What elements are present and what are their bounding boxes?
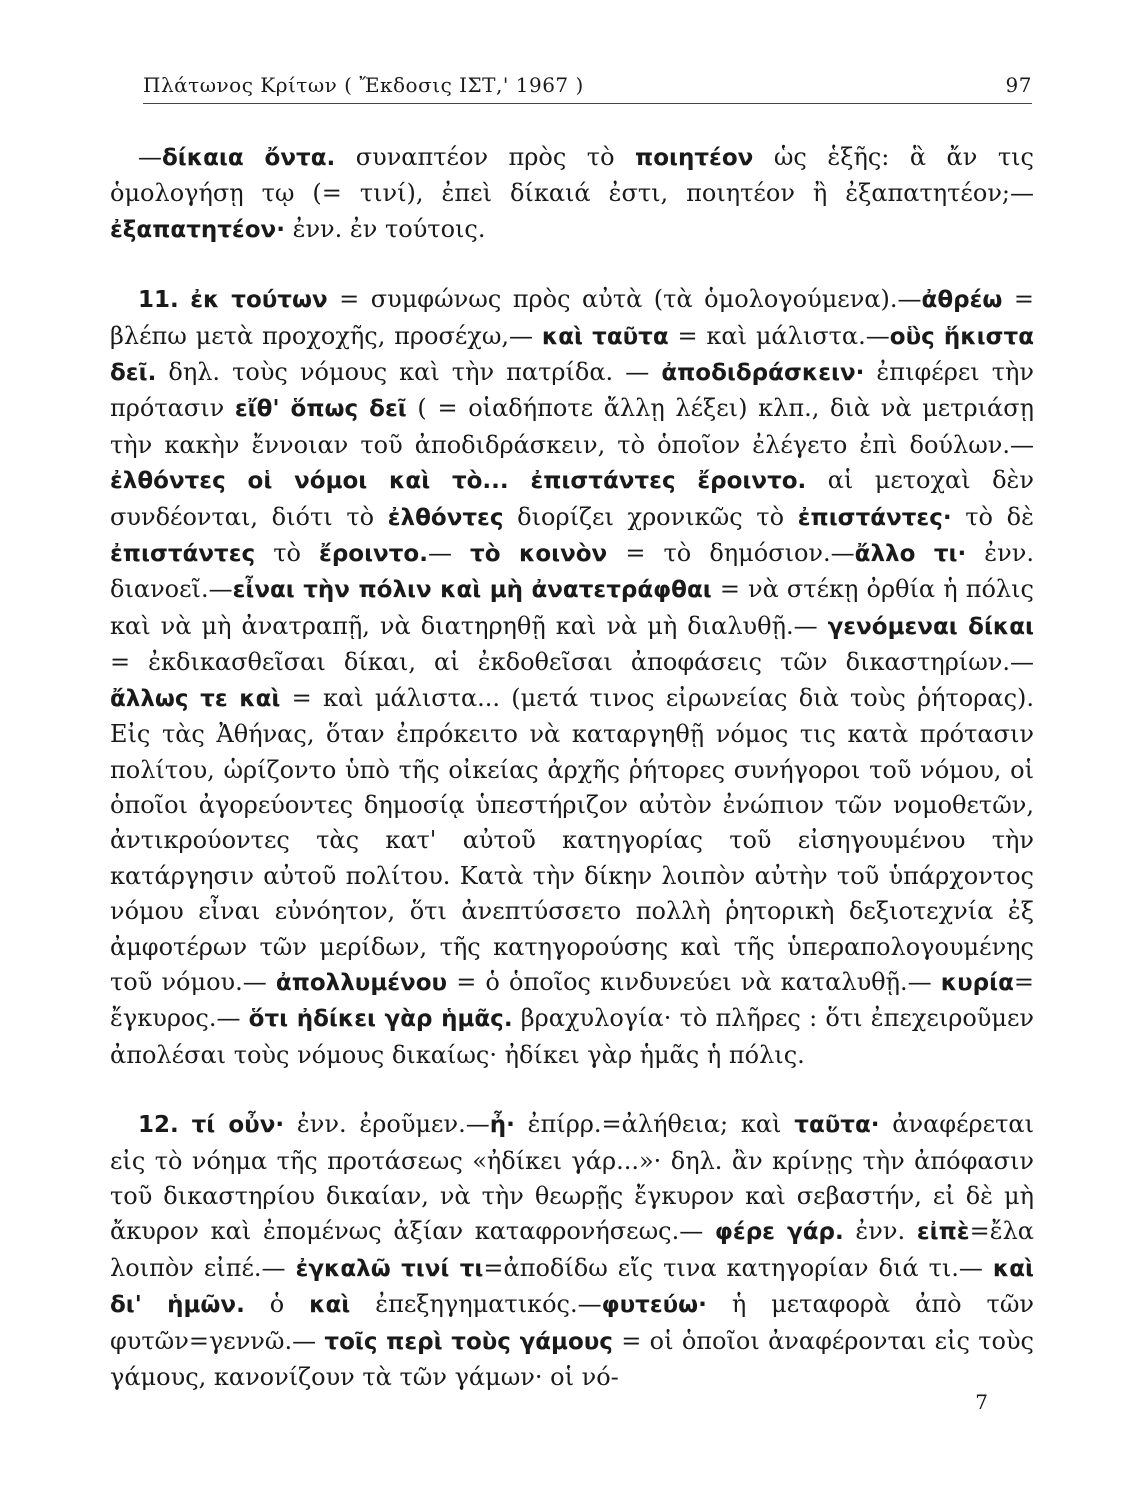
commentary-text: ὡς ἑξῆς: ἃ ἄν τις ὁμολογήσῃ τῳ (= τινί), ἐπεὶ δίκαιά ἐστι, ποιητέον ἢ ἐξαπατητέον;— [110,143,1034,208]
commentary-text: = ἔγκυρος.— [110,967,1034,1033]
commentary-text: ἐνν. διανοεῖ.— [110,539,1034,604]
lemma: καὶ δι' ἡμῶν. [110,1255,1034,1319]
commentary-text: = συμφώνως πρὸς αὐτὰ (τὰ ὁμολογούμενα).— [327,285,922,314]
lemma: εἰπὲ [916,1219,970,1246]
commentary-text: =ἀποδίδω εἴς τινα κατηγορίαν διά τι.— [483,1253,993,1282]
lemma: ἐπιστάντες· [797,504,952,531]
lemma: τὸ κοινὸν [470,541,608,568]
lemma: ὅτι ἠδίκει γὰρ ἡμᾶς. [248,1006,513,1033]
commentary-text: τὸ [255,539,320,568]
signature-mark: 7 [975,1390,988,1414]
paragraph-11 [110,282,1034,1073]
commentary-text: = καὶ μάλιστα.— [668,321,890,350]
commentary-text: — [427,539,471,568]
paragraph-1 [110,140,1034,248]
lemma: ἔροιντο. [319,541,428,568]
commentary-text: τὸ δὲ [951,502,1034,531]
commentary-text: διορίζει χρονικῶς τὸ [503,502,798,531]
commentary-text: ἐνν. [843,1217,917,1246]
lemma: ἄλλο τι· [854,541,967,568]
commentary-text: = καὶ μάλιστα... (μετά τινος εἰρωνείας διὰ τοὺς ῥήτορας). Εἰς τὰς Ἀθήνας, ὅταν ἐπρόκειτο νὰ καταργηθῇ νόμος τις κατὰ πρότασιν πολίτου, ὡρίζοντο ὑπὸ τῆς οἰκείας ἀρχῆς ῥήτορες συνήγοροι τοῦ νόμου, οἱ ὁποῖοι ἀγορεύοντες δημοσίᾳ ὑπεστήριζον αὐτὸν ἐνώπιον τῶν νομοθετῶν, ἀντικρούοντες τὰς κατ' αὐτοῦ κατηγορίας τοῦ εἰσηγουμένου τὴν κατάργησιν αὐτοῦ πολίτου. Κατὰ τὴν δίκην λοιπὸν αὐτὴν τοῦ ὑπάρχοντος νόμου εἶναι εὐνόητον, ὅτι ἀνεπτύσσετο πολλὴ ῥητορικὴ δεξιοτεχνία ἐξ ἀμφοτέρων τῶν μερίδων, τῆς κατηγορούσης καὶ τῆς ὑπεραπολογουμένης τοῦ νόμου.— [110,683,1034,996]
lemma: καὶ [309,1292,351,1319]
lemma: ἦ· [489,1112,515,1139]
section-number: 11. [138,287,179,314]
lemma: ἀθρέω [921,287,1003,314]
commentary-text [179,1110,192,1138]
commentary-body [110,140,1034,1395]
commentary-text: ἐπεξηγηματικός.— [350,1290,602,1319]
lemma: καὶ ταῦτα [541,323,669,350]
lemma: γενόμεναι δίκαι [827,613,1035,640]
lemma: εἶναι τὴν πόλιν καὶ μὴ ἀνατετράφθαι [232,577,712,604]
lemma: ἐξαπατητέον· [110,216,285,243]
commentary-text: ἐνν. ἐν τούτοις. [284,214,486,243]
lemma: οὓς ἥκιστα δεῖ. [110,323,1034,387]
running-header [143,72,1032,98]
running-title: Πλάτωνος Κρίτων ( Ἔκδοσις ΙΣΤ,' 1967 ) [143,73,584,97]
lemma: δίκαια ὄντα. [162,145,336,171]
lemma: εἴθ' ὅπως δεῖ [234,396,407,423]
lemma: ποιητέον [635,145,754,171]
commentary-text: δηλ. τοὺς νόμους καὶ τὴν πατρίδα. — [156,358,662,387]
commentary-text: ἡ μεταφορὰ ἀπὸ τῶν φυτῶν=γεννῶ.— [110,1290,1034,1355]
lemma: φυτεύω· [601,1292,707,1319]
lemma: ἀποδιδράσκειν· [661,360,865,387]
lemma: κυρία [940,969,1014,996]
lemma: τί οὖν· [191,1112,285,1139]
commentary-text: = τὸ δημόσιον.— [607,539,855,568]
commentary-text: βραχυλογία· τὸ πλῆρες : ὅτι ἐπεχειροῦμεν ἀπολέσαι τοὺς νόμους δικαίως· ἠδίκει γὰρ ἡμᾶς ἡ πόλις. [110,1004,1035,1069]
commentary-text [179,285,191,313]
lemma: ἐλθόντες [387,504,504,531]
lemma: ἐλθόντες οἱ νόμοι καὶ τὸ... ἐπιστάντες ἔροιντο. [110,468,807,495]
header-rule [143,103,1032,104]
page-number: 97 [1005,73,1032,97]
lemma: τοῖς περὶ τοὺς γάμους [324,1328,613,1355]
commentary-text: συναπτέον πρὸς τὸ [335,143,636,171]
lemma: ἐγκαλῶ τινί τι [295,1255,484,1282]
commentary-text: ἀναφέρεται εἰς τὸ νόημα τῆς προτάσεως «ἠδίκει γάρ...»· δηλ. ἂν κρίνῃς τὴν ἀπόφασιν τοῦ δικαστηρίου δικαίαν, νὰ τὴν θεωρῇς ἔγκυρον καὶ σεβαστήν, εἰ δὲ μὴ ἄκυρον καὶ ἐπομένως ἀξίαν καταφρονήσεως.— [110,1110,1034,1246]
commentary-text: — [138,143,162,171]
commentary-text: ἐνν. ἐροῦμεν.— [284,1110,490,1139]
section-number: 12. [138,1112,179,1139]
lemma: φέρε γάρ. [714,1219,844,1246]
commentary-text: ἐπιφέρει τὴν πρότασιν [110,358,1034,423]
lemma: ἄλλως τε καὶ [110,685,281,712]
commentary-text: ὁ [244,1290,310,1319]
commentary-text: ἐπίρρ.=ἀλήθεια; καὶ [514,1110,795,1139]
commentary-text: = ὁ ὁποῖος κινδυνεύει νὰ καταλυθῇ.— [447,967,941,996]
commentary-text: ( = οἱαδήποτε ἄλλῃ λέξει) κλπ., διὰ νὰ μετριάσῃ τὴν κακὴν ἔννοιαν τοῦ ἀποδιδράσκειν, τὸ ὁποῖον ἐλέγετο ἐπὶ δούλων.— [110,394,1034,459]
lemma: ἐκ τούτων [190,287,328,314]
lemma: ἀπολλυμένου [275,969,448,996]
lemma: ἐπιστάντες [110,541,256,568]
commentary-text: = νὰ στέκῃ ὀρθία ἡ πόλις καὶ νὰ μὴ ἀνατραπῇ, νὰ διατηρηθῇ καὶ νὰ μὴ διαλυθῇ.— [110,575,1034,640]
paragraph-12 [110,1107,1034,1395]
commentary-text: = ἐκδικασθεῖσαι δίκαι, αἱ ἐκδοθεῖσαι ἀποφάσεις τῶν δικαστηρίων.— [110,648,1034,677]
commentary-text: =ἔλα λοιπὸν εἰπέ.— [110,1217,1034,1282]
lemma: ταῦτα· [794,1112,880,1139]
commentary-text: = βλέπω μετὰ προχοχῆς, προσέχω,— [110,285,1034,350]
commentary-text: αἱ μετοχαὶ δὲν συνδέονται, διότι τὸ [110,466,1035,531]
commentary-text: = οἱ ὁποῖοι ἀναφέρονται εἰς τοὺς γάμους, κανονίζουν τὰ τῶν γάμων· οἱ νό- [110,1326,1034,1391]
